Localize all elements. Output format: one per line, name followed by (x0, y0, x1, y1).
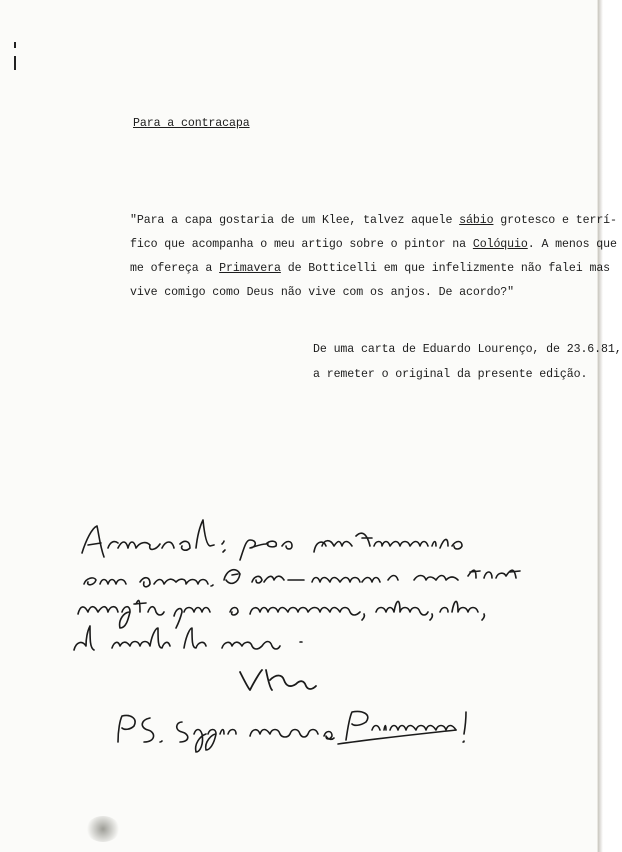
handwriting-postscript (118, 711, 466, 752)
paper-stain (86, 816, 120, 842)
underlined-word: sábio (459, 214, 494, 227)
quote-line: fico que acompanha o meu artigo sobre o pintor na Colóquio. A menos que (130, 238, 617, 251)
handwritten-initials (240, 670, 316, 690)
underlined-word: Colóquio (472, 238, 528, 251)
attribution-line: a remeter o original da presente edição. (313, 368, 588, 381)
quote-line: "Para a capa gostaria de um Klee, talvez aquele sábio grotesco e terrí- (130, 214, 617, 227)
handwriting-line-1 (82, 520, 462, 560)
handwriting-line-3 (78, 600, 484, 628)
handwriting-line-2 (84, 570, 520, 587)
handwriting-line-4 (74, 626, 302, 650)
quote-line: me ofereça a Primavera de Botticelli em que infelizmente não falei mas (130, 262, 611, 275)
typed-heading: Para a contracapa (133, 117, 250, 130)
quote-line: vive comigo como Deus não vive com os anjos. De acordo?" (130, 286, 515, 299)
underlined-word: Primavera (219, 262, 281, 275)
attribution-line: De uma carta de Eduardo Lourenço, de 23.6.81, (313, 343, 622, 356)
